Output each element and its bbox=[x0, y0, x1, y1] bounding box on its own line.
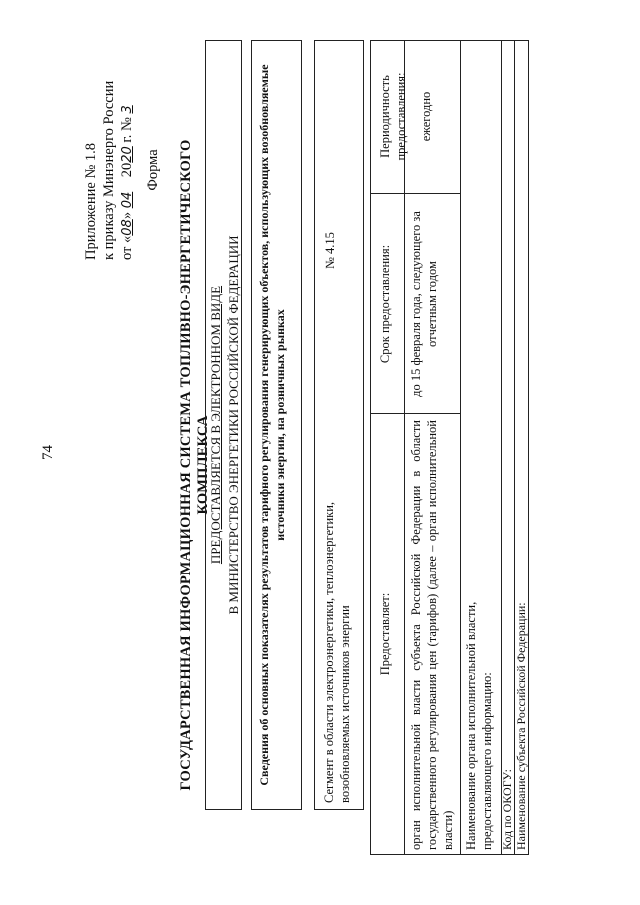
order-day: 08 bbox=[120, 219, 135, 236]
date-prefix: от « bbox=[119, 235, 135, 260]
submission-line-1: ПРЕДОСТАВЛЯЕТСЯ В ЭЛЕКТРОННОМ ВИДЕ bbox=[208, 285, 223, 565]
appendix-number: Приложение № 1.8 bbox=[83, 142, 99, 260]
header-deadline: Срок предоставления: bbox=[378, 244, 392, 364]
form-number: № 4.15 bbox=[323, 232, 337, 269]
table-row-divider bbox=[460, 41, 461, 854]
submission-line-2: В МИНИСТЕРСТВО ЭНЕРГЕТИКИ РОССИЙСКОЙ ФЕДЕРАЦИИ bbox=[226, 235, 241, 615]
field-okogu-code: Код по ОКОГУ: bbox=[500, 769, 514, 850]
segment-box bbox=[314, 40, 364, 810]
report-title: Сведения об основных показателях результатов тарифного регулирования генерирующих объектов, использующих возобновляемые источники энергии, на розничных рынках bbox=[257, 64, 287, 786]
page-number: 74 bbox=[40, 445, 56, 460]
field-reporting-authority: Наименование органа исполнительной власти, предоставляющего информацию: bbox=[464, 601, 494, 850]
order-reference: к приказу Минэнерго России bbox=[101, 80, 117, 260]
form-label: Форма bbox=[145, 149, 161, 191]
report-title-box bbox=[251, 40, 302, 810]
year-suffix: 20 bbox=[120, 146, 135, 163]
appendix-reference bbox=[82, 0, 137, 260]
header-provider: Предоставляет: bbox=[378, 592, 392, 676]
main-title: ГОСУДАРСТВЕННАЯ ИНФОРМАЦИОННАЯ СИСТЕМА ТОПЛИВНО-ЭНЕРГЕТИЧЕСКОГО КОМПЛЕКСА bbox=[178, 139, 211, 791]
header-periodicity: Периодичность предоставления: bbox=[378, 72, 408, 161]
field-federal-subject: Наименование субъекта Российской Федерации: bbox=[514, 602, 528, 850]
year-prefix: 20 bbox=[119, 162, 135, 178]
segment-text: Сегмент в области электроэнергетики, теплоэнергетики, возобновляемых источников энергии bbox=[322, 501, 352, 803]
periodicity-value: ежегодно bbox=[419, 91, 433, 142]
reporting-table bbox=[370, 40, 529, 855]
deadline-value: до 15 февраля года, следующего за отчетным годом bbox=[409, 211, 439, 397]
submission-box bbox=[205, 40, 242, 810]
order-number: 3 bbox=[120, 105, 135, 114]
order-month: 04 bbox=[120, 191, 135, 209]
order-number-label: г. № bbox=[119, 117, 135, 147]
date-separator: » bbox=[119, 208, 135, 220]
provider-value: орган исполнительной власти субъекта Российской Федерации в области государственного регулирования цен (тарифов) (далее – орган исполнительной власти) bbox=[409, 420, 455, 850]
form-block bbox=[205, 35, 530, 855]
order-date-line bbox=[118, 0, 137, 260]
